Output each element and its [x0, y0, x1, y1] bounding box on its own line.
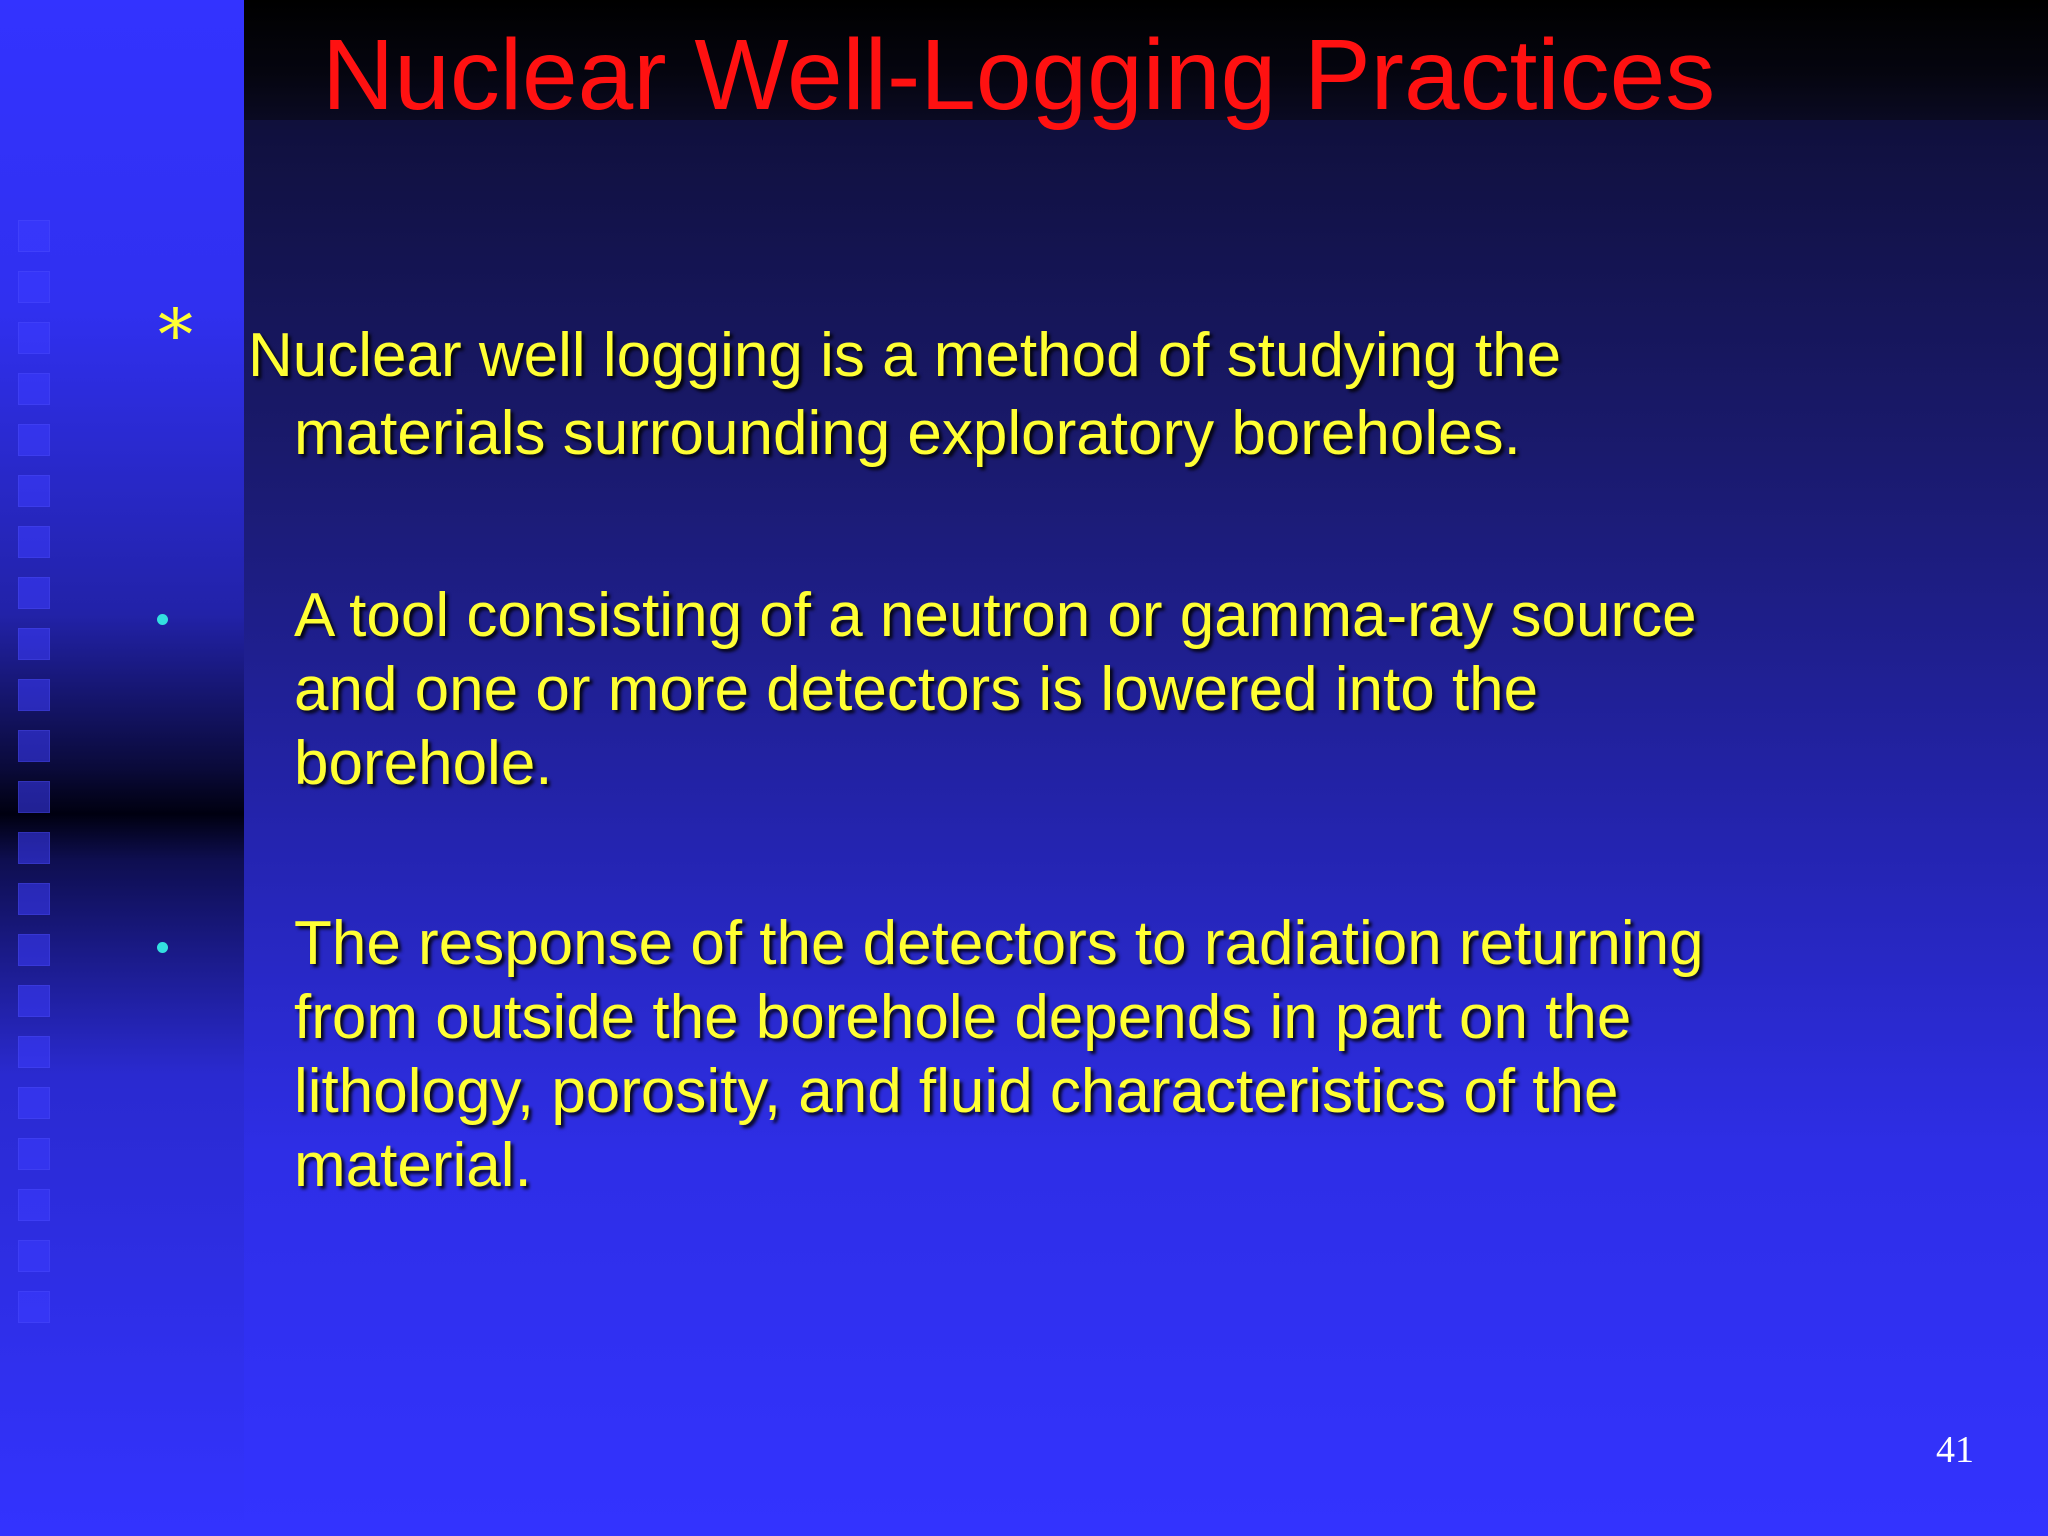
decorative-square	[18, 1189, 50, 1221]
bullet-text-line: borehole.	[294, 729, 553, 798]
decorative-square	[18, 1138, 50, 1170]
decorative-square	[18, 1036, 50, 1068]
bullet-text-line: materials surrounding exploratory boreholes.	[294, 399, 1521, 468]
decorative-square	[18, 424, 50, 456]
bullet-text-line: material.	[294, 1131, 532, 1200]
dot-bullet-icon	[157, 942, 168, 953]
decorative-square	[18, 475, 50, 507]
decorative-square	[18, 373, 50, 405]
page-number: 41	[1936, 1429, 1974, 1471]
bullet-text-line: Nuclear well logging is a method of studying the	[248, 321, 1562, 390]
asterisk-bullet-icon: *	[158, 294, 193, 376]
decorative-square	[18, 883, 50, 915]
decorative-square	[18, 628, 50, 660]
decorative-square	[18, 1087, 50, 1119]
decorative-square	[18, 322, 50, 354]
decorative-square	[18, 934, 50, 966]
decorative-square	[18, 1240, 50, 1272]
dot-bullet-icon	[157, 614, 168, 625]
decorative-square	[18, 832, 50, 864]
bullet-text-line: and one or more detectors is lowered into the	[294, 655, 1539, 724]
bullet-text-line: The response of the detectors to radiation returning	[294, 909, 1704, 978]
decorative-square	[18, 730, 50, 762]
decorative-square	[18, 577, 50, 609]
bullet-text-line: from outside the borehole depends in part on the	[294, 983, 1632, 1052]
left-decorative-band	[0, 0, 244, 1536]
bullet-text-line: lithology, porosity, and fluid characteristics of the	[294, 1057, 1619, 1126]
decorative-square	[18, 985, 50, 1017]
bullet-text-line: A tool consisting of a neutron or gamma-ray source	[294, 581, 1697, 650]
decorative-square	[18, 781, 50, 813]
decorative-square-column	[18, 220, 52, 1342]
decorative-square	[18, 679, 50, 711]
decorative-square	[18, 526, 50, 558]
decorative-square	[18, 1291, 50, 1323]
decorative-square	[18, 220, 50, 252]
slide-title: Nuclear Well-Logging Practices	[322, 19, 1716, 131]
decorative-square	[18, 271, 50, 303]
